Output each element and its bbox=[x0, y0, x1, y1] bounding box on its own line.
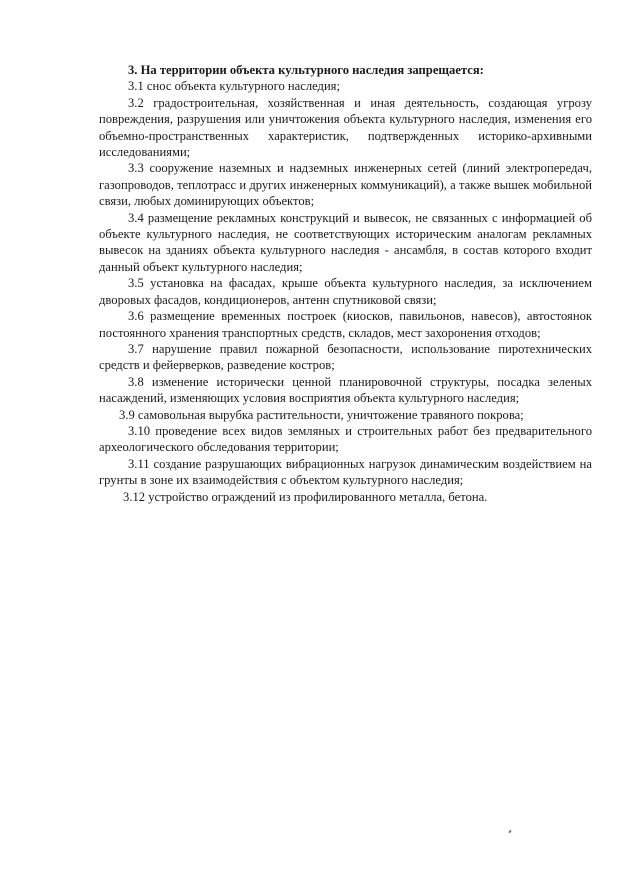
item-3-9: 3.9 самовольная вырубка растительности, уничтожение травяного покрова; bbox=[119, 407, 524, 422]
item-3-3: 3.3 сооружение наземных и надземных инженерных сетей (линий электропередач, газопроводов, теплотрасс и других инженерных коммуникаций), а также вышек мобильной связи, любых доминирующих объектов; bbox=[99, 161, 592, 209]
item-3-6: 3.6 размещение временных построек (киосков, павильонов, навесов), автостоянок постоянного хранения транспортных средств, складов, мест захоронения отходов; bbox=[99, 309, 592, 340]
item-3-1: 3.1 снос объекта культурного наследия; bbox=[128, 79, 340, 94]
item-3-10: 3.10 проведение всех видов земляных и строительных работ без предварительного археологического обследования территории; bbox=[99, 423, 592, 455]
item-3-8: 3.8 изменение исторически ценной планировочной структуры, посадка зеленых насаждений, изменяющих условия восприятия объекта культурного наследия; bbox=[99, 374, 592, 406]
item-3-5: 3.5 установка на фасадах, крыше объекта культурного наследия, за исключением дворовых фасадов, кондиционеров, антенн спутниковой связи; bbox=[99, 276, 592, 307]
item-3-4: 3.4 размещение рекламных конструкций и вывесок, не связанных с информацией об объекте культурного наследия, не соответствующих историческим аналогам рекламных вывесок на зданиях объекта культурного наследия - ансамбля, в состав которого входит данный объект культурного наследия; bbox=[99, 210, 592, 274]
item-3-2: 3.2 градостроительная, хозяйственная и иная деятельность, создающая угрозу повреждения, разрушения или уничтожения объекта культурного наследия, изменения его объемно-пространственных характеристик, подтвержденных историко-архивными исследованиями; bbox=[99, 95, 592, 160]
document-page bbox=[99, 62, 592, 505]
scan-speck bbox=[508, 830, 511, 834]
item-3-11: 3.11 создание разрушающих вибрационных нагрузок динамическим воздействием на грунты в зоне их взаимодействия с объектом культурного наследия; bbox=[99, 456, 592, 488]
item-3-7: 3.7 нарушение правил пожарной безопасности, использование пиротехнических средств и фейерверков, разведение костров; bbox=[99, 341, 592, 373]
item-3-12: 3.12 устройство ограждений из профилированного металла, бетона. bbox=[123, 489, 488, 504]
section-heading: 3. На территории объекта культурного наследия запрещается: bbox=[128, 63, 484, 77]
